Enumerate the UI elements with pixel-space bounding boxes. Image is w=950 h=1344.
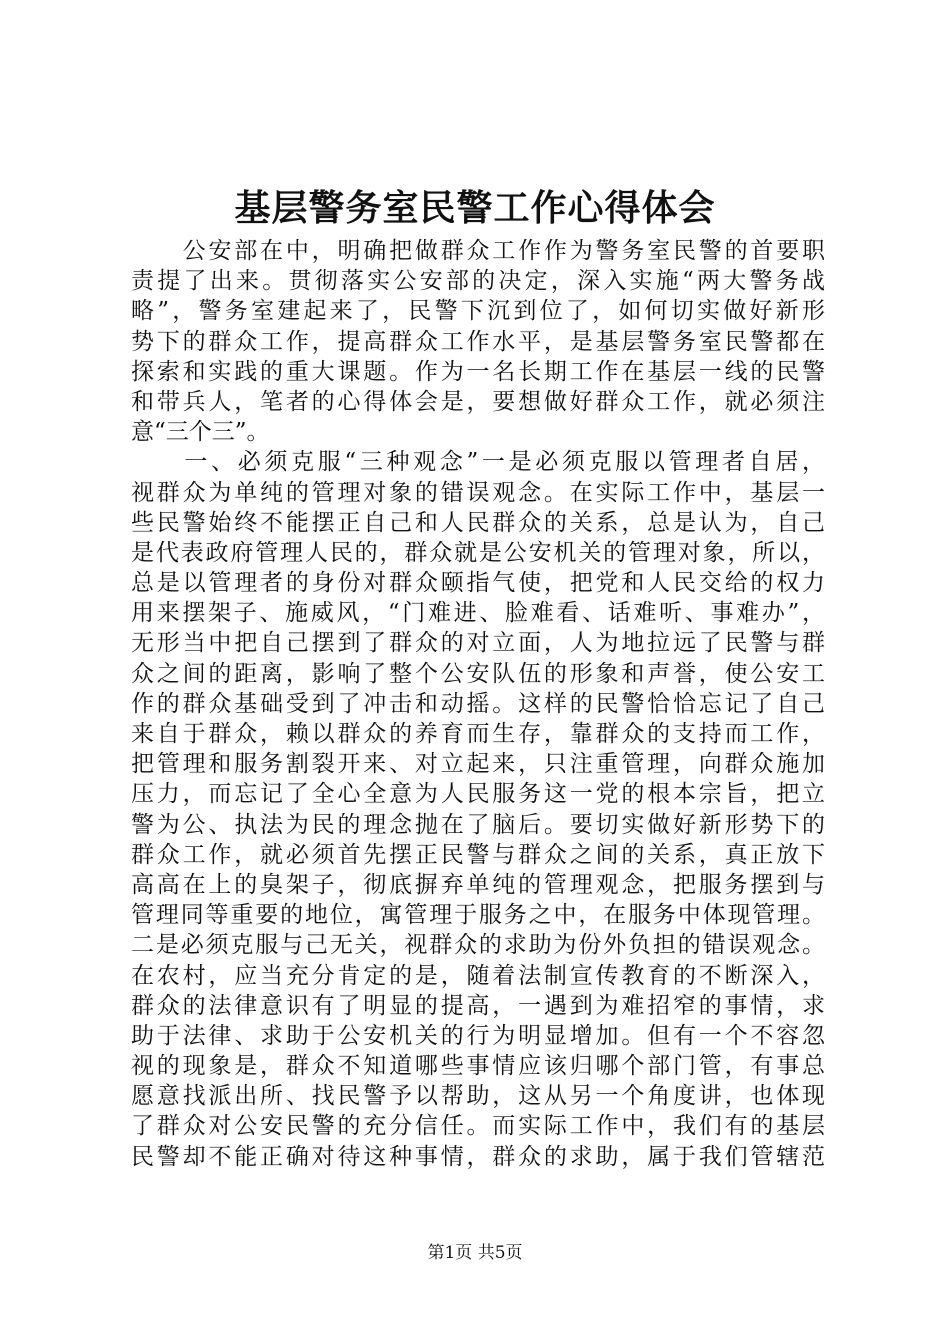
body-line: 群众工作，就必须首先摆正民警与群众之间的关系，真正放下 [131, 841, 825, 868]
body-line: 压力，而忘记了全心全意为人民服务这一党的根本宗旨，把立 [131, 781, 825, 808]
page-footer: 第1页 共5页 [427, 1243, 523, 1263]
body-line: 些民警始终不能摆正自己和人民群众的关系，总是认为，自己 [131, 509, 825, 536]
body-line: 责提了出来。贯彻落实公安部的决定，深入实施“两大警务战 [131, 268, 825, 295]
body-line: 助于法律、求助于公安机关的行为明显增加。但有一个不容忽 [131, 1022, 825, 1049]
body-line: 一、必须克服“三种观念”一是必须克服以管理者自居， [131, 449, 825, 476]
body-line: 总是以管理者的身份对群众颐指气使，把党和人民交给的权力 [131, 570, 825, 597]
body-line: 群众的法律意识有了明显的提高，一遇到为难招窄的事情，求 [131, 992, 825, 1019]
body-line: 众之间的距离，影响了整个公安队伍的形象和声誉，使公安工 [131, 660, 825, 687]
document-title: 基层警务室民警工作心得体会 [234, 187, 716, 229]
body-line: 警为公、执法为民的理念抛在了脑后。要切实做好新形势下的 [131, 811, 825, 838]
body-line: 把管理和服务割裂开来、对立起来，只注重管理，向群众施加 [131, 751, 825, 778]
body-line: 势下的群众工作，提高群众工作水平，是基层警务室民警都在 [131, 328, 825, 355]
body-line: 意“三个三”。 [131, 419, 270, 446]
body-line: 高高在上的臭架子，彻底摒弃单纯的管理观念，把服务摆到与 [131, 871, 825, 898]
body-line: 愿意找派出所、找民警予以帮助，这从另一个角度讲，也体现 [131, 1083, 825, 1110]
body-line: 公安部在中，明确把做群众工作作为警务室民警的首要职 [131, 238, 825, 264]
body-line: 在农村，应当充分肯定的是，随着法制宣传教育的不断深入， [131, 962, 825, 989]
document-body [131, 236, 825, 1172]
body-line: 无形当中把自己摆到了群众的对立面，人为地拉远了民警与群 [131, 630, 825, 657]
body-line: 用来摆架子、施威风，“门难进、脸难看、话难听、事难办”， [131, 600, 825, 627]
body-line: 来自于群众，赖以群众的养育而生存，靠群众的支持而工作， [131, 721, 825, 747]
body-line: 是代表政府管理人民的，群众就是公安机关的管理对象，所以， [131, 539, 825, 566]
body-line: 作的群众基础受到了冲击和动摇。这样的民警恰恰忘记了自己 [131, 690, 825, 717]
body-line: 视群众为单纯的管理对象的错误观念。在实际工作中，基层一 [131, 479, 825, 506]
body-line: 和带兵人，笔者的心得体会是，要想做好群众工作，就必须注 [131, 388, 825, 415]
body-line: 民警却不能正确对待这种事情，群众的求助，属于我们管辖范 [131, 1143, 825, 1170]
body-line: 二是必须克服与己无关，视群众的求助为份外负担的错误观念。 [131, 932, 825, 959]
body-line: 管理同等重要的地位，寓管理于服务之中，在服务中体现管理。 [131, 902, 825, 929]
body-line: 略”，警务室建起来了，民警下沉到位了，如何切实做好新形 [131, 298, 825, 325]
body-line: 了群众对公安民警的充分信任。而实际工作中，我们有的基层 [131, 1113, 825, 1140]
body-line: 视的现象是，群众不知道哪些事情应该归哪个部门管，有事总 [131, 1053, 825, 1080]
body-line: 探索和实践的重大课题。作为一名长期工作在基层一线的民警 [131, 358, 825, 385]
